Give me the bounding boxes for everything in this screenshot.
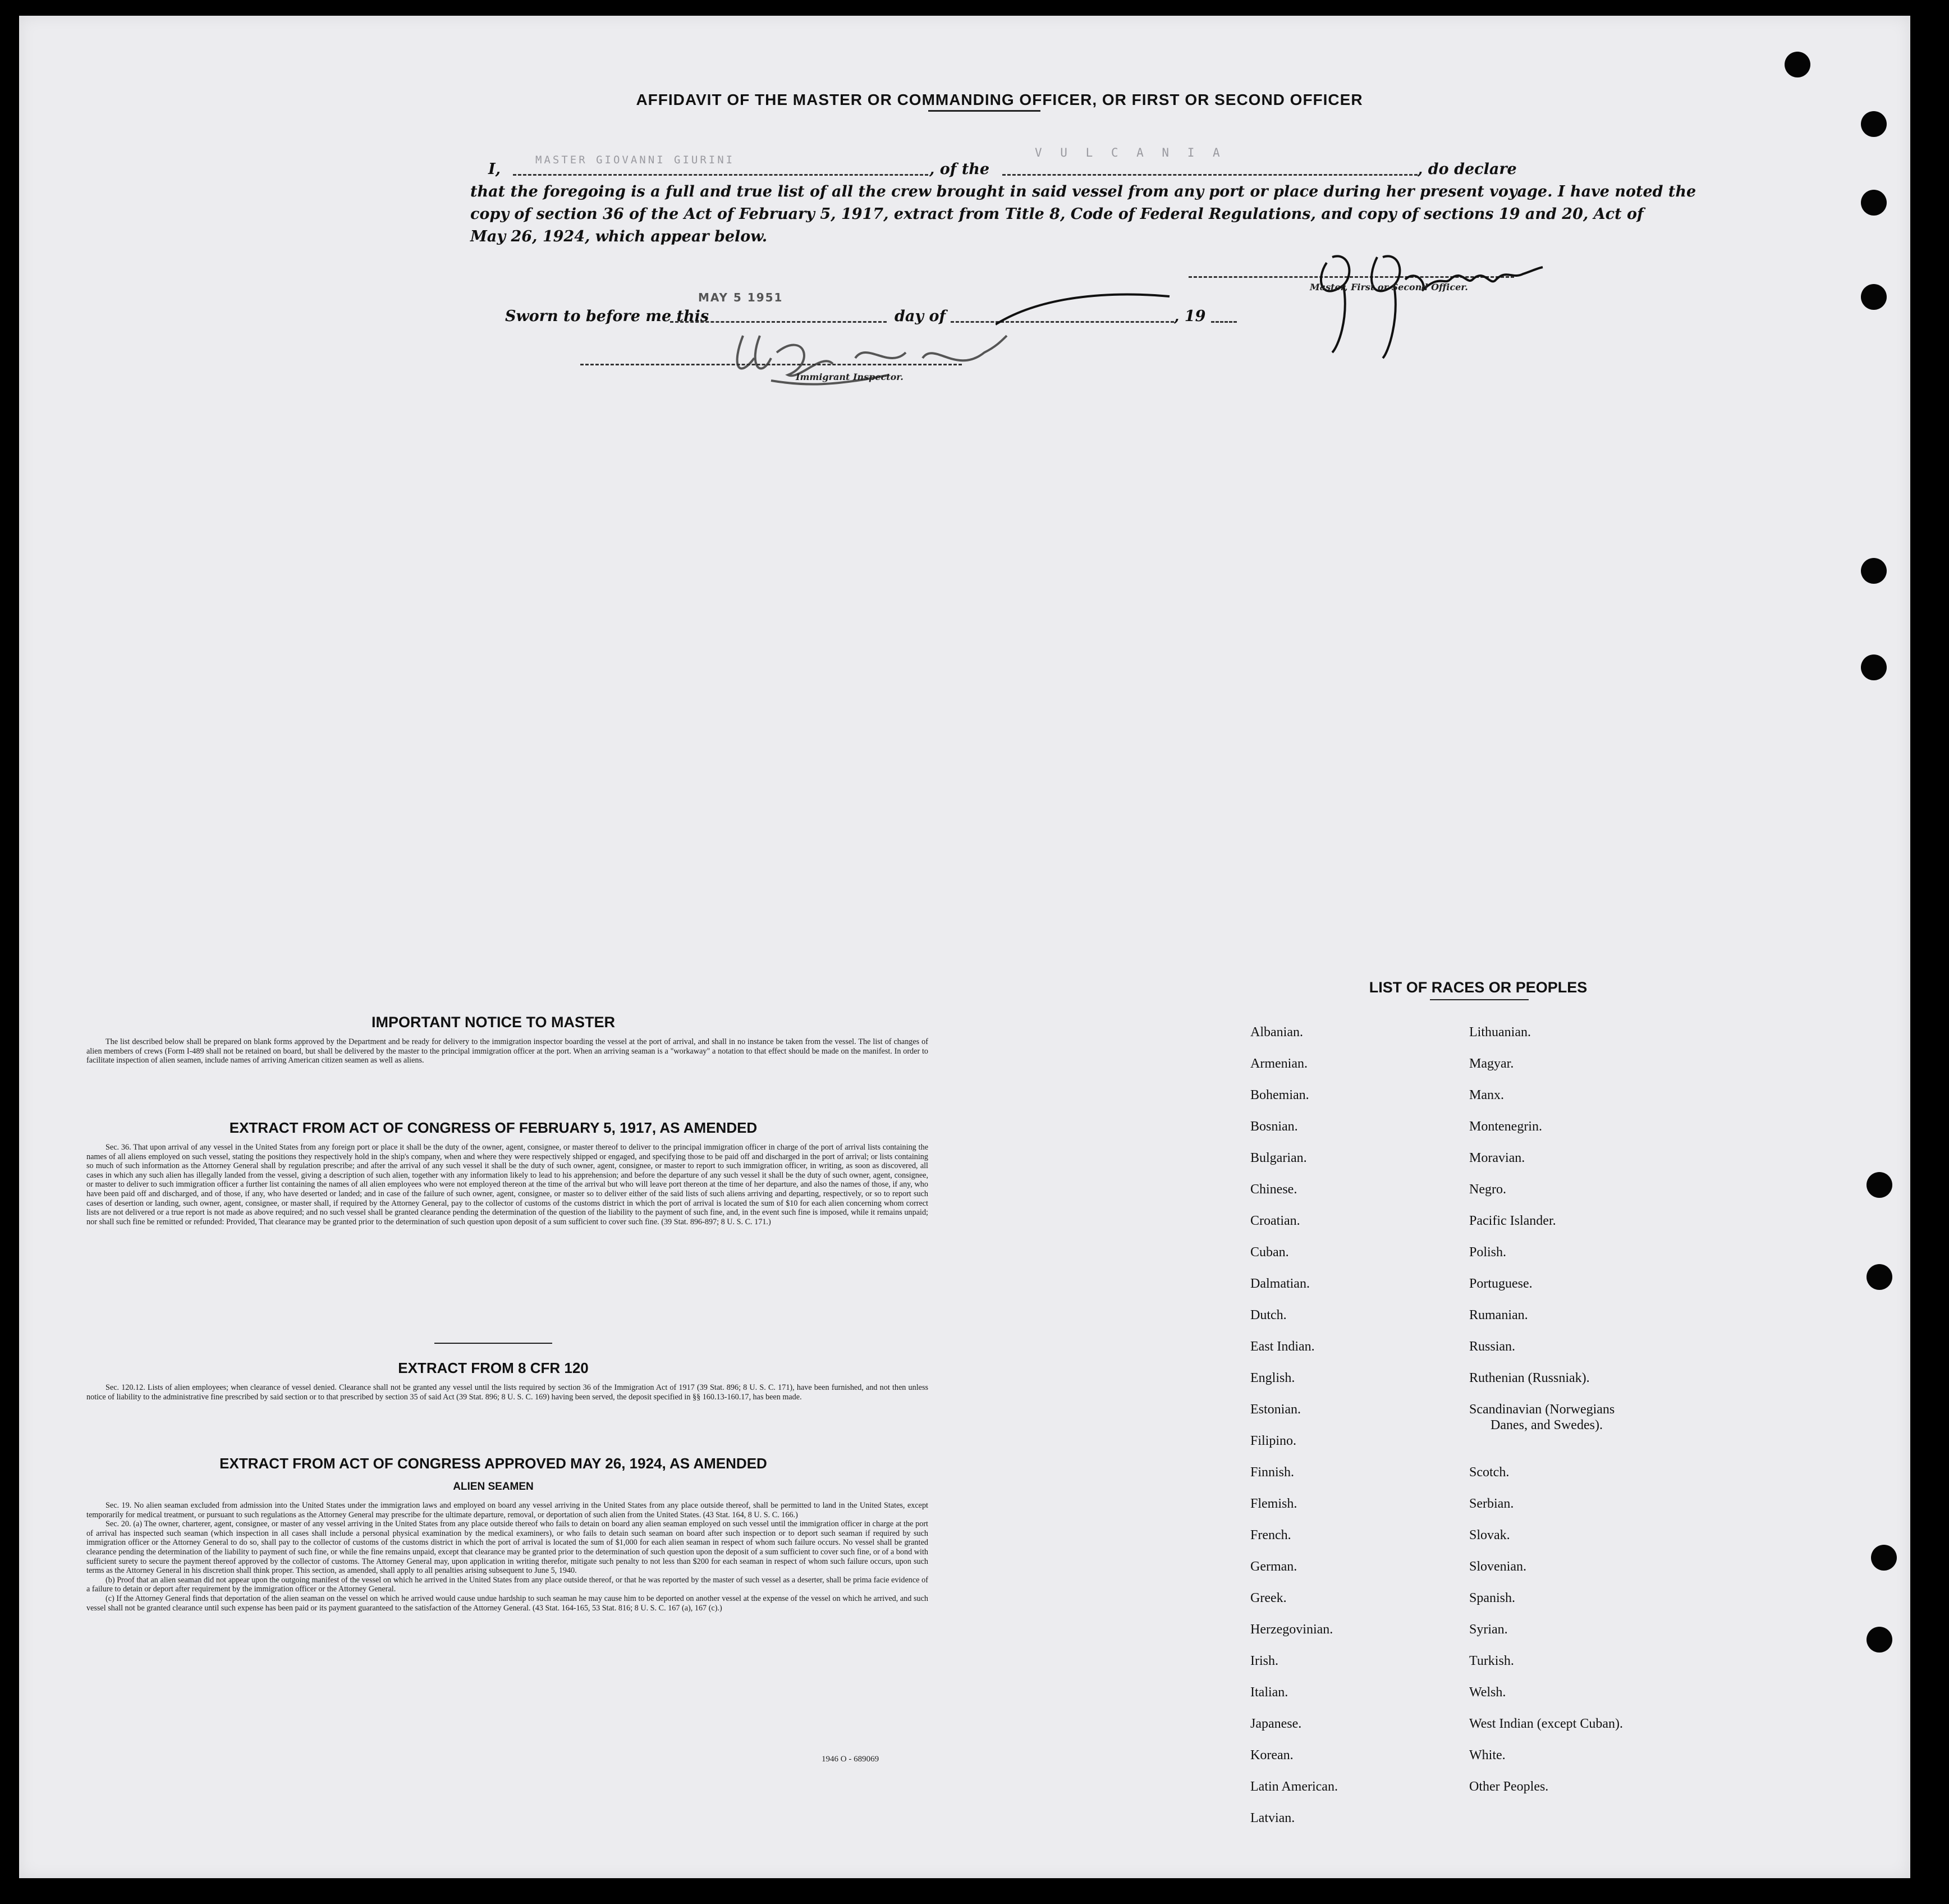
inspector-signature-line: [580, 364, 962, 365]
race-item: Albanian.: [1250, 1025, 1303, 1040]
race-item: German.: [1250, 1559, 1297, 1574]
race-item: Greek.: [1250, 1591, 1287, 1605]
race-item: Filipino.: [1250, 1434, 1297, 1448]
punch-hole: [1861, 654, 1887, 680]
day-of-label: day of: [895, 308, 946, 325]
vessel-name-line: [1002, 174, 1418, 176]
race-item: Latin American.: [1250, 1779, 1338, 1794]
extract-1924-paragraph: Sec. 20. (a) The owner, charterer, agent, consignee, or master of any vessel arriving in the United States from any place outside thereof who fails to detain on board any alien seaman employed on such vessel until the immigration officer in charge at the port of arrival has inspected such seaman (which inspection in all cases shall include a personal physical examination by the medical examiners), or who fails to detain such seaman on board after such inspection or to deport such seaman if required by such immigration officer or the Attorney General to do so, shall pay to the collector of customs of the customs district in which the port of arrival is located the sum of $1,000 for each alien seaman in respect of whom such failure occurs. No vessel shall be granted clearance pending the determination of the liability to payment of such fine, or while the fine remains unpaid, except that clearance may be granted prior to the determination of such question upon the deposit of a sum sufficient to cover such fine, or of a bond with sufficient surety to secure the payment thereof approved by the collector of customs. The Attorney General may, upon application in writing therefor, mitigate such penalty to not less than $200 for each seaman in respect of whom such failure occurs, upon such terms as the Attorney General in his discretion shall think proper. This section, as amended, shall apply to all penalties arising subsequent to June 5, 1940.: [86, 1519, 928, 1576]
races-title-underline: [1430, 999, 1529, 1000]
notice-text: [86, 1037, 928, 1065]
punch-hole: [1871, 1545, 1897, 1571]
affidavit-body-line-1: that the foregoing is a full and true list of all the crew brought in said vessel from any port or place during her present voyage. I have noted the: [470, 183, 1696, 200]
race-item: Slovak.: [1469, 1528, 1510, 1543]
sworn-year-line: [1211, 321, 1237, 323]
punch-hole: [1867, 1264, 1892, 1290]
date-pen-stroke: [996, 285, 1175, 330]
race-item: White.: [1469, 1748, 1506, 1763]
race-item: Moravian.: [1469, 1151, 1525, 1165]
document-page: [19, 16, 1910, 1878]
extract-1924-paragraph: (c) If the Attorney General finds that deportation of the alien seaman on the vessel on which he arrived would cause undue hardship to such seaman he may cause him to be deported on another vessel at the expense of the vessel on which he arrived, and such vessel shall not be granted clearance until such expense has been paid or its payment guaranteed to the satisfaction of the Attorney General. (43 Stat. 164-165, 53 Stat. 816; 8 U. S. C. 167 (a), 167 (c).): [86, 1594, 928, 1613]
race-item: Pacific Islander.: [1469, 1214, 1556, 1228]
race-item: Italian.: [1250, 1685, 1288, 1700]
of-the-label: , of the: [929, 161, 990, 178]
print-code: 1946 O - 689069: [822, 1755, 879, 1764]
race-item: Bosnian.: [1250, 1119, 1298, 1134]
race-item: Rumanian.: [1469, 1308, 1528, 1322]
race-item: Magyar.: [1469, 1056, 1514, 1071]
race-item: Scandinavian (Norwegians: [1469, 1402, 1615, 1417]
punch-hole: [1861, 558, 1887, 584]
race-item: West Indian (except Cuban).: [1469, 1717, 1623, 1731]
extract-cfr-title: EXTRACT FROM 8 CFR 120: [398, 1360, 589, 1376]
race-item: Cuban.: [1250, 1245, 1289, 1260]
date-stamp: MAY 5 1951: [698, 291, 783, 304]
extract-1924-subtitle: ALIEN SEAMEN: [453, 1481, 534, 1493]
race-item: Armenian.: [1250, 1056, 1308, 1071]
race-item: Dutch.: [1250, 1308, 1287, 1322]
race-item: Bohemian.: [1250, 1088, 1309, 1102]
extract-cfr-text: [86, 1383, 928, 1402]
race-item: Bulgarian.: [1250, 1151, 1307, 1165]
extract-1924-title: EXTRACT FROM ACT OF CONGRESS APPROVED MAY 26, 1924, AS AMENDED: [219, 1455, 767, 1472]
section-divider: [434, 1343, 552, 1344]
race-item: Lithuanian.: [1469, 1025, 1531, 1040]
do-declare-label: , do declare: [1418, 161, 1517, 178]
punch-hole: [1861, 190, 1887, 216]
race-item: East Indian.: [1250, 1339, 1315, 1354]
race-item: Other Peoples.: [1469, 1779, 1549, 1794]
punch-hole: [1867, 1172, 1892, 1198]
race-item: Slovenian.: [1469, 1559, 1526, 1574]
punch-hole: [1861, 284, 1887, 310]
master-name-line: [513, 174, 928, 176]
i-label: I,: [488, 161, 501, 178]
race-item: Manx.: [1469, 1088, 1504, 1102]
extract-1917-text: [86, 1143, 928, 1226]
year-label: , 19: [1174, 308, 1206, 325]
extract-1924-paragraph: (b) Proof that an alien seaman did not appear upon the outgoing manifest of the vessel on which he arrived in the United States from any place outside thereof, or that he was reported by the master of such vessel as a deserter, shall be prima facie evidence of a failure to detain or deport after requirement by the immigration officer or the Attorney General.: [86, 1575, 928, 1594]
extract-cfr-paragraph: Sec. 120.12. Lists of alien employees; when clearance of vessel denied. Clearance shall not be granted any vessel until the lists required by section 36 of the Immigration Act of 1917 (39 Stat. 896; 8 U. S. C. 171), have been furnished, and not then unless notice of liability to the administrative fine prescribed by said section or to that prescribed by section 35 of said Act (39 Stat. 896; 8 U. S. C. 169) having been served, the deposit specified in §§ 160.13-160.17, has been made.: [86, 1383, 928, 1402]
race-item: Korean.: [1250, 1748, 1294, 1763]
race-item: Russian.: [1469, 1339, 1516, 1354]
race-item: Spanish.: [1469, 1591, 1516, 1605]
affidavit-body-line-2: copy of section 36 of the Act of February 5, 1917, extract from Title 8, Code of Federal Regulations, and copy of sections 19 and 20, Act of: [470, 205, 1644, 223]
race-item: Scotch.: [1469, 1465, 1510, 1480]
race-item: Latvian.: [1250, 1811, 1295, 1825]
sworn-label: Sworn to before me this: [505, 308, 709, 325]
race-item: Finnish.: [1250, 1465, 1295, 1480]
race-item: Dalmatian.: [1250, 1276, 1310, 1291]
master-signature-caption: Master, First or Second Officer.: [1310, 282, 1468, 292]
master-name-field: MASTER GIOVANNI GIURINI: [535, 154, 735, 166]
race-item: Herzegovinian.: [1250, 1622, 1333, 1637]
race-item: Japanese.: [1250, 1717, 1302, 1731]
race-item: Negro.: [1469, 1182, 1506, 1197]
affidavit-body-line-3: May 26, 1924, which appear below.: [470, 228, 768, 245]
title-underline: [928, 110, 1040, 112]
race-item: Syrian.: [1469, 1622, 1508, 1637]
races-title: LIST OF RACES OR PEOPLES: [1369, 979, 1588, 996]
extract-1917-title: EXTRACT FROM ACT OF CONGRESS OF FEBRUARY 5, 1917, AS AMENDED: [229, 1119, 758, 1136]
punch-hole: [1867, 1627, 1892, 1653]
race-item: Estonian.: [1250, 1402, 1301, 1417]
race-item: English.: [1250, 1371, 1295, 1385]
race-item: Portuguese.: [1469, 1276, 1533, 1291]
vessel-name-field: V U L C A N I A: [1035, 146, 1226, 159]
race-item: Ruthenian (Russniak).: [1469, 1371, 1590, 1385]
master-signature: [1310, 240, 1546, 364]
race-item: Irish.: [1250, 1654, 1278, 1668]
race-item: Polish.: [1469, 1245, 1507, 1260]
race-item: Croatian.: [1250, 1214, 1300, 1228]
race-item: Danes, and Swedes).: [1491, 1418, 1603, 1432]
inspector-caption: Immigrant Inspector.: [796, 372, 904, 382]
race-item: Welsh.: [1469, 1685, 1506, 1700]
race-item: French.: [1250, 1528, 1291, 1543]
race-item: Turkish.: [1469, 1654, 1514, 1668]
race-item: Chinese.: [1250, 1182, 1297, 1197]
extract-1917-paragraph: Sec. 36. That upon arrival of any vessel in the United States from any foreign port or place it shall be the duty of the owner, agent, consignee, or master thereof to deliver to the principal immigration officer in charge of the port of arrival lists containing the names of all aliens employed on such vessel, stating the positions they respectively hold in the ship's company, when and where they were respectively shipped or engaged, and specifying those to be paid off and discharged in the port of arrival; or lists containing so much of such information as the Attorney General shall by regulation prescribe; and after the arrival of any such vessel it shall be the duty of such owner, agent, consignee, or master to report to such immigration officer, in writing, as soon as discovered, all cases in which any such alien has illegally landed from the vessel, giving a description of such alien, together with any information likely to lead to his apprehension; and before the departure of any such vessel it shall be the duty of such owner, agent, consignee, or master to deliver to such immigration officer a further list containing the names of all alien employees who were not employed thereon at the time of the arrival but who will leave port thereon at the time of her departure, and also the names of those, if any, who have been paid off and discharged, and of those, if any, who have deserted or landed; and in case of the failure of such owner, agent, consignee, or master so to deliver either of the said lists of such aliens arriving and departing, respectively, or so to report such cases of desertion or landing, such owner, agent, consignee, or master shall, if required by the Attorney General, pay to the collector of customs of the customs district in which the port of arrival is located the sum of $10 for each alien concerning whom correct lists are not delivered or a true report is not made as above required; and no such vessel shall be granted clearance pending the determination of the question of the liability to the payment of such fine, and, in the event such fine is imposed, while it remains unpaid; nor shall such fine be remitted or refunded: Provided, That clearance may be granted prior to the determination of such question upon deposit of a sum sufficient to cover such fine. (39 Stat. 896-897; 8 U. S. C. 171.): [86, 1143, 928, 1226]
race-item: Montenegrin.: [1469, 1119, 1542, 1134]
punch-hole: [1861, 111, 1887, 137]
race-item: Flemish.: [1250, 1496, 1297, 1511]
punch-hole: [1785, 52, 1810, 77]
notice-paragraph: The list described below shall be prepared on blank forms approved by the Department and be ready for delivery to the immigration inspector boarding the vessel at the port of arrival, and shall in no instance be taken from the vessel. The list of changes of alien members of crews (Form I-489 shall not be retained on board, but shall be delivered by the master to the principal immigration officer at the port. When an arriving seaman is a "workaway" a notation to that effect should be made on the manifest. In order to facilitate inspection of alien seamen, include names of arriving American citizen seamen as well as aliens.: [86, 1037, 928, 1065]
affidavit-title: AFFIDAVIT OF THE MASTER OR COMMANDING OFFICER, OR FIRST OR SECOND OFFICER: [636, 91, 1363, 108]
notice-title: IMPORTANT NOTICE TO MASTER: [372, 1014, 615, 1031]
extract-1924-text: [86, 1501, 928, 1613]
race-item: Serbian.: [1469, 1496, 1514, 1511]
extract-1924-paragraph: Sec. 19. No alien seaman excluded from admission into the United States under the immigration laws and employed on board any vessel arriving in the United States from any place outside thereof, shall be permitted to land in the United States, except temporarily for medical treatment, or pursuant to such regulations as the Attorney General may prescribe for the ultimate departure, removal, or deportation of such alien from the United States. (43 Stat. 164, 8 U. S. C. 166.): [86, 1501, 928, 1519]
